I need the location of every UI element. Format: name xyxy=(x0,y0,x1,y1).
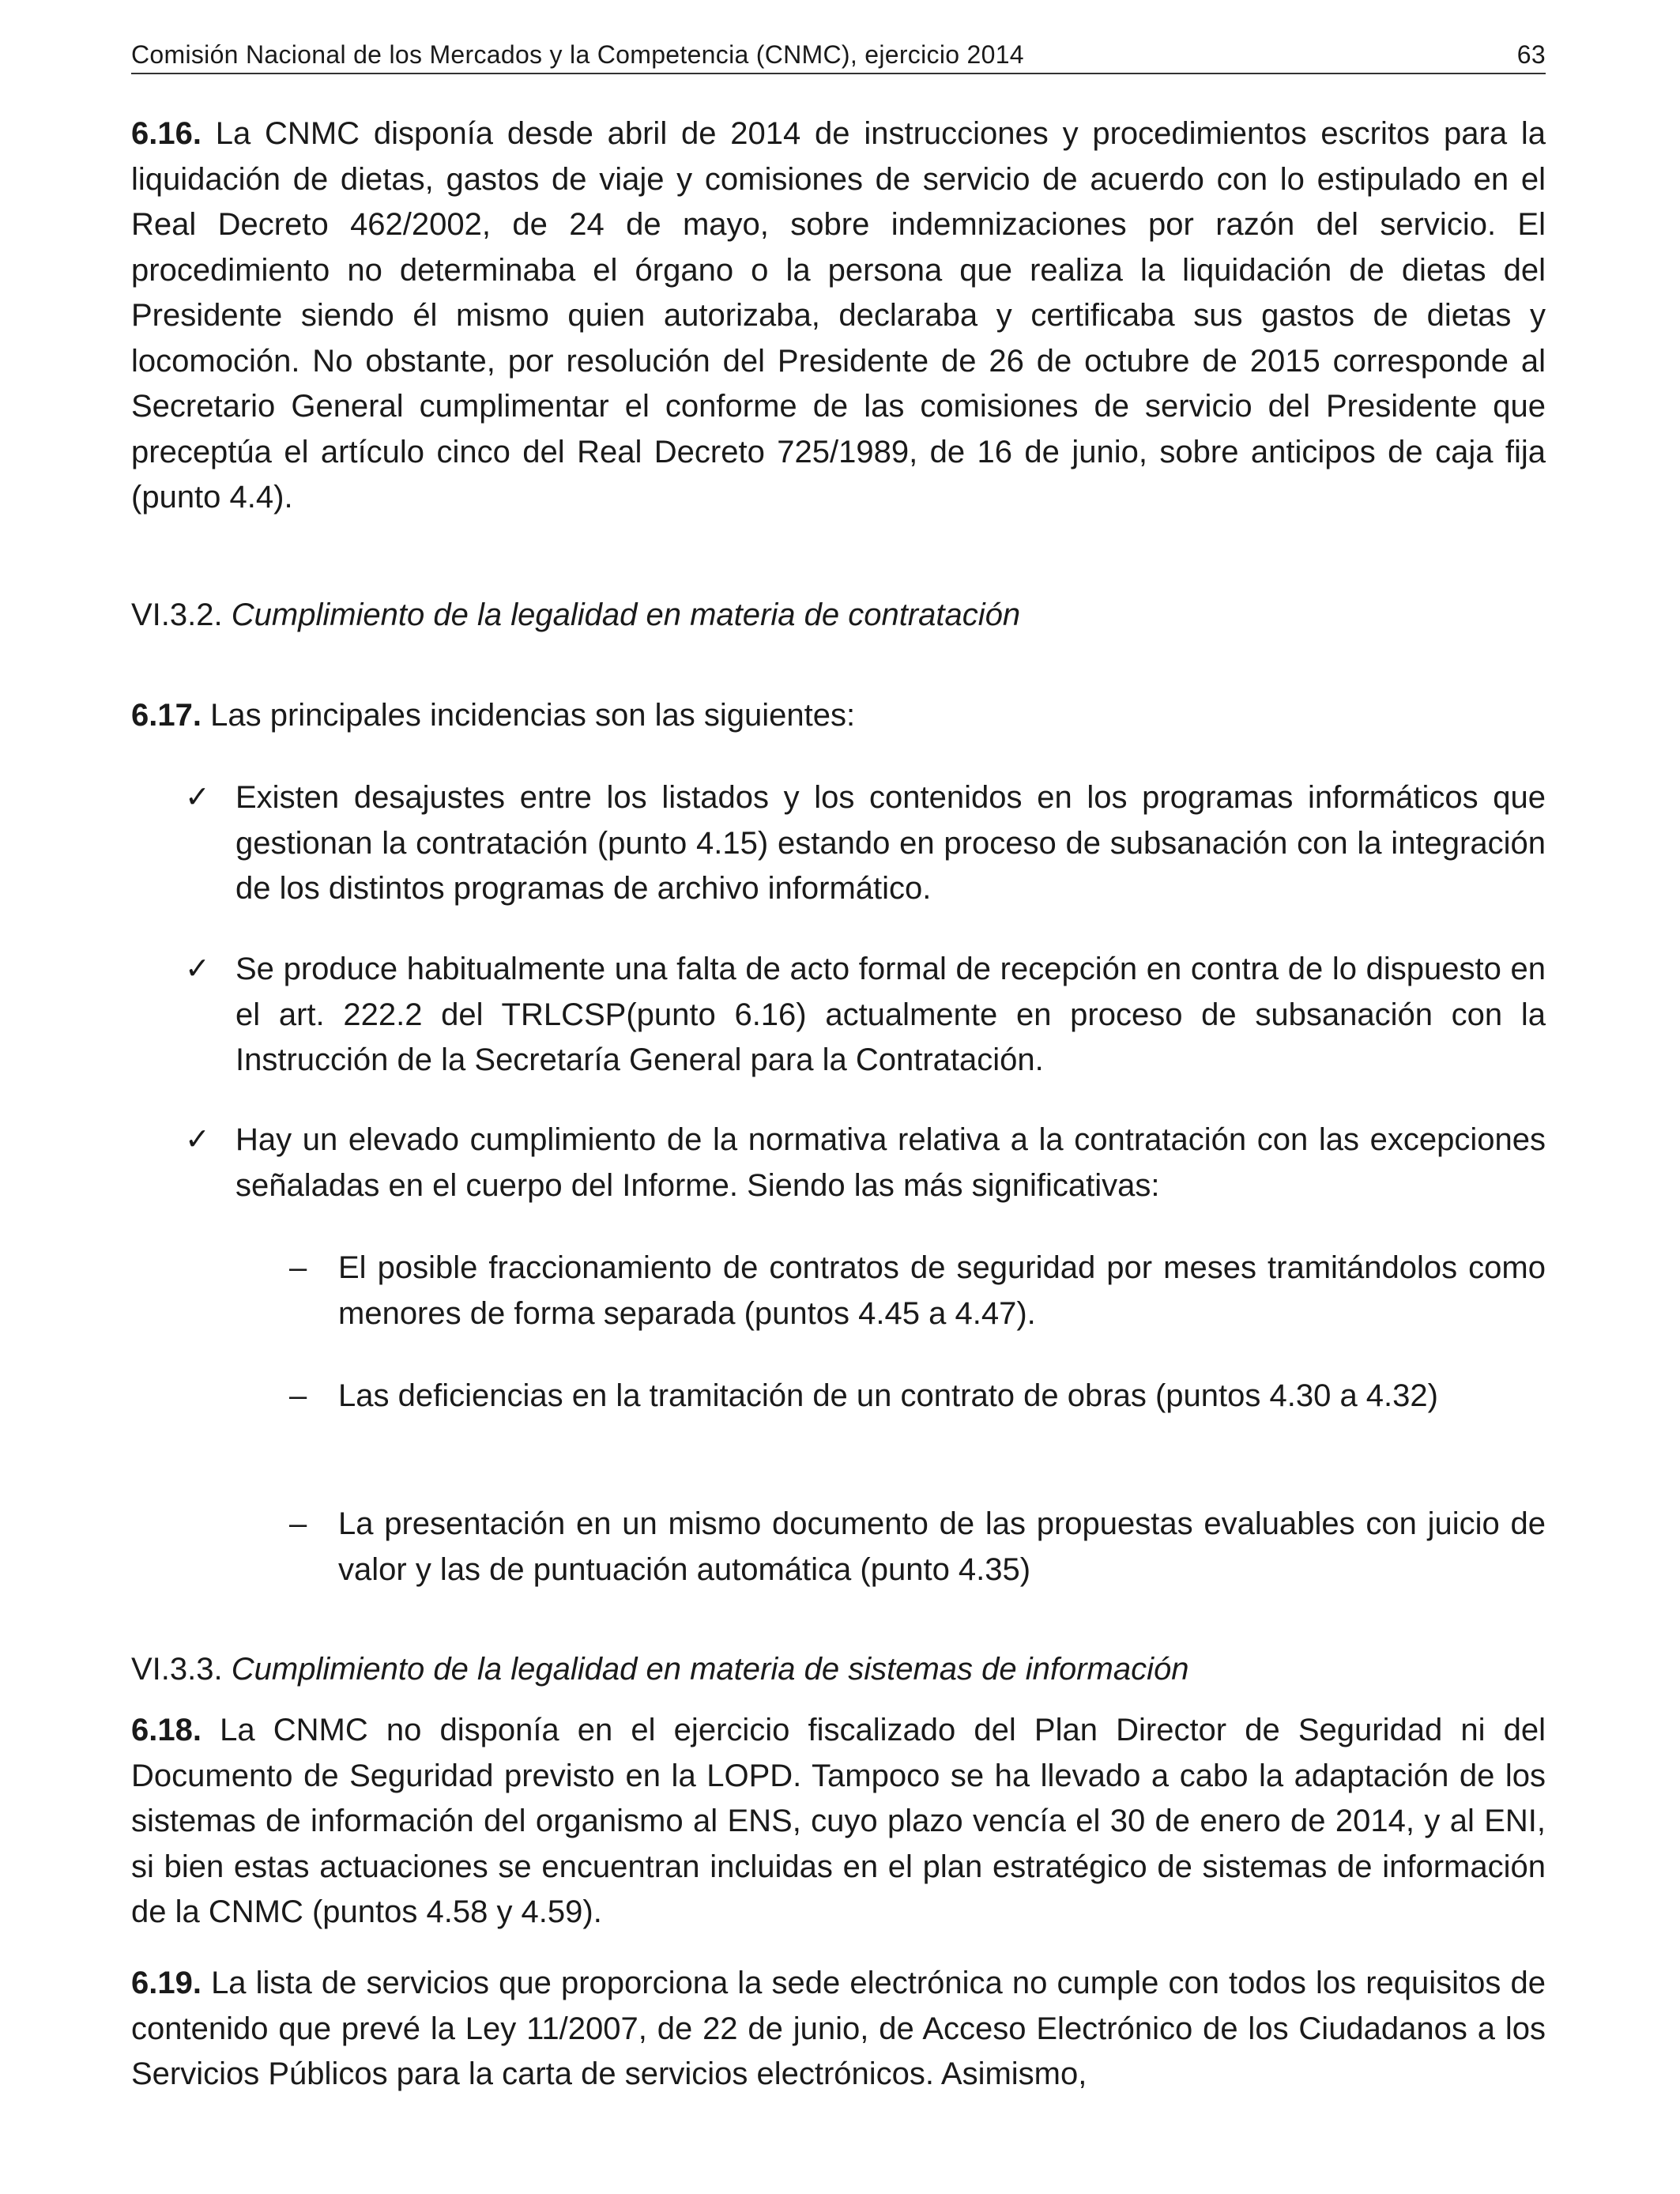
list-item-text: Se produce habitualmente una falta de acto formal de recepción en contra de lo dispuesto en el art. 222.2 del TRLCSP(punto 6.16) actualmente en proceso de subsanación con la Instrucción de la Secretaría General para la Contratación. xyxy=(235,952,1546,1077)
list-item-text: Hay un elevado cumplimiento de la normativa relativa a la contratación con las excepciones señaladas en el cuerpo del Informe. Siendo las más significativas: xyxy=(235,1122,1546,1203)
paragraph-6-18 xyxy=(131,1708,1546,1936)
sub-list-item xyxy=(131,1374,1546,1419)
section-number: VI.3.3. xyxy=(131,1652,223,1687)
list-item xyxy=(131,775,1546,912)
paragraph-6-16 xyxy=(131,111,1546,521)
paragraph-number: 6.16. xyxy=(131,116,202,151)
paragraph-number: 6.18. xyxy=(131,1713,202,1747)
paragraph-6-17 xyxy=(131,693,1546,739)
dash-icon: – xyxy=(289,1250,307,1285)
section-title: Cumplimiento de la legalidad en materia de sistemas de información xyxy=(231,1652,1189,1687)
list-item-text: Existen desajustes entre los listados y los contenidos en los programas informáticos que gestionan la contratación (punto 4.15) estando en proceso de subsanación con la integración de los distintos programas de archivo informático. xyxy=(235,780,1546,906)
page-number: 63 xyxy=(1516,40,1546,69)
paragraph-text: Las principales incidencias son las siguientes: xyxy=(210,698,856,733)
sub-list-item xyxy=(131,1246,1546,1336)
paragraph-text: La lista de servicios que proporciona la sede electrónica no cumple con todos los requisitos de contenido que prevé la Ley 11/2007, de 22 de junio, de Acceso Electrónico de los Ciudadanos a los Servicios Públicos para la carta de servicios electrónicos. Asimismo, xyxy=(131,1966,1546,2091)
section-heading-vi-3-2 xyxy=(131,593,1546,639)
dash-icon: – xyxy=(289,1506,307,1541)
list-item xyxy=(131,947,1546,1084)
section-title: Cumplimiento de la legalidad en materia de contratación xyxy=(231,598,1021,632)
checkmark-icon: ✓ xyxy=(185,1123,210,1156)
page-header xyxy=(131,35,1546,74)
paragraph-number: 6.17. xyxy=(131,698,202,733)
sub-list-item-text: El posible fraccionamiento de contratos de seguridad por meses tramitándolos como menores de forma separada (puntos 4.45 a 4.47). xyxy=(338,1250,1546,1331)
section-heading-vi-3-3 xyxy=(131,1647,1546,1693)
section-number: VI.3.2. xyxy=(131,598,223,632)
checkmark-icon: ✓ xyxy=(185,781,210,814)
checkmark-icon: ✓ xyxy=(185,952,210,986)
sub-list-item-text: La presentación en un mismo documento de las propuestas evaluables con juicio de valor y las de puntuación automática (punto 4.35) xyxy=(338,1506,1546,1587)
paragraph-6-19 xyxy=(131,1961,1546,2098)
header-title: Comisión Nacional de los Mercados y la Competencia (CNMC), ejercicio 2014 xyxy=(131,40,1024,69)
sub-list-item xyxy=(131,1502,1546,1593)
list-item xyxy=(131,1118,1546,1208)
paragraph-number: 6.19. xyxy=(131,1966,202,2000)
dash-icon: – xyxy=(289,1378,307,1413)
paragraph-text: La CNMC no disponía en el ejercicio fiscalizado del Plan Director de Seguridad ni del Documento de Seguridad previsto en la LOPD. Tampoco se ha llevado a cabo la adaptación de los sistemas de información del organismo al ENS, cuyo plazo vencía el 30 de enero de 2014, y al ENI, si bien estas actuaciones se encuentran incluidas en el plan estratégico de sistemas de información de la CNMC (puntos 4.58 y 4.59). xyxy=(131,1713,1546,1929)
sub-list-item-text: Las deficiencias en la tramitación de un contrato de obras (puntos 4.30 a 4.32) xyxy=(338,1378,1438,1413)
paragraph-text: La CNMC disponía desde abril de 2014 de instrucciones y procedimientos escritos para la liquidación de dietas, gastos de viaje y comisiones de servicio de acuerdo con lo estipulado en el Real Decreto 462/2002, de 24 de mayo, sobre indemnizaciones por razón del servicio. El procedimiento no determinaba el órgano o la persona que realiza la liquidación de dietas del Presidente siendo él mismo quien autorizaba, declaraba y certificaba sus gastos de dietas y locomoción. No obstante, por resolución del Presidente de 26 de octubre de 2015 corresponde al Secretario General cumplimentar el conforme de las comisiones de servicio del Presidente que preceptúa el artículo cinco del Real Decreto 725/1989, de 16 de junio, sobre anticipos de caja fija (punto 4.4). xyxy=(131,116,1546,515)
